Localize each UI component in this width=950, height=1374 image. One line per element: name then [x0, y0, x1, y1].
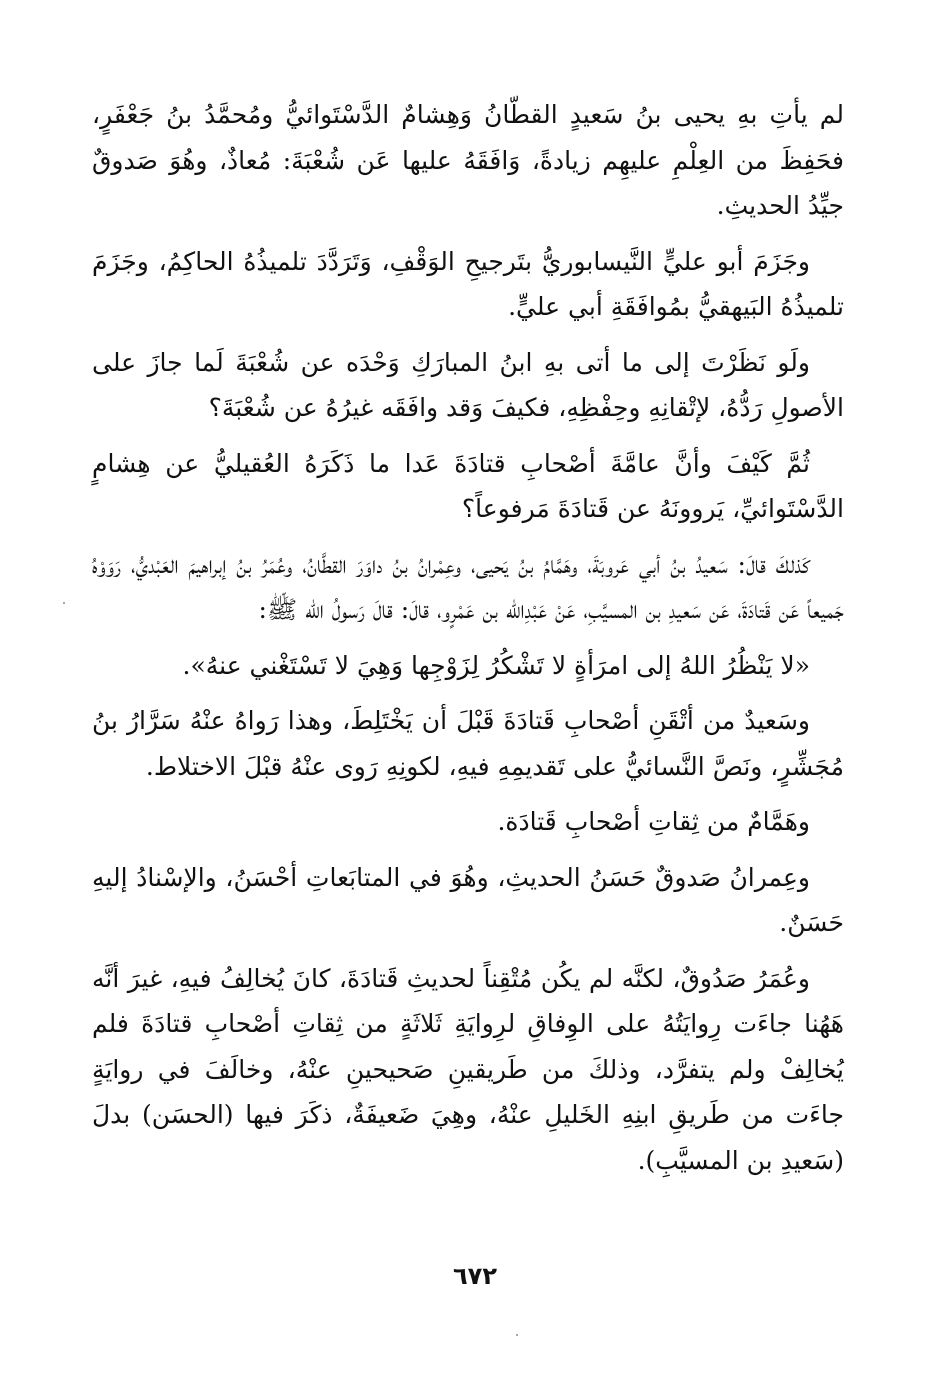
- page-body: [92, 92, 844, 1193]
- scan-speck: [63, 602, 65, 604]
- hadith-quote: «لا يَنْظُرُ اللهُ إلى امرَأةٍ لا تَشْكُرُ لِزَوْجِها وَهِيَ لا تَسْتَغْني عنهُ».: [182, 650, 810, 680]
- page-number: ٦٧٢: [453, 1262, 497, 1290]
- paragraph-2: وجَزَمَ أبو عليٍّ النَّيسابوريُّ بتَرجيحِ الوَقْفِ، وَتَرَدَّدَ تلميذُهُ الحاكِمُ، وجَزَمَ تلميذُهُ البَيهقيُّ بمُوافَقَةِ أبي عليٍّ.: [92, 246, 844, 321]
- paragraph-1: لم يأتِ بهِ يحيى بنُ سَعيدٍ القطّانُ وَهِشامٌ الدَّسْتَوائيُّ ومُحمَّدُ بنُ جَعْفَرٍ، فحَفِظَ من العِلْمِ عليهِم زيادةً، وَافَقَهُ عليها عَن شُعْبَةَ: مُعاذٌ، وهُوَ صَدوقٌ جيِّدُ الحديثِ.: [92, 100, 844, 220]
- paragraph-7: وسَعيدٌ من أتْقَنِ أصْحابِ قَتادَةَ قَبْلَ أن يَخْتَلِطَ، وهذا رَواهُ عنْهُ سَرَّارُ بنُ مُجَشِّرٍ، ونَصَّ النَّسائيُّ على تَقديمِهِ فيهِ، لكونِهِ رَوى عنْهُ قبْلَ الاختلاط.: [92, 706, 844, 781]
- paragraph-5: كَذلكَ قالَ: سَعيدُ بنُ أبي عَروبَةَ، وهَمَّامُ بنُ يَحيى، وعِمْرانُ بنُ داوَرَ القطَّانُ، وعُمَرُ بنُ إبراهيمَ العَبْديُّ، رَوَوْهُ جَميعاً عَن قَتادَةَ، عَن سَعيدِ بن المسيَّبِ، عَنْ عَبْدِالله بن عَمْرٍو، قالَ: قالَ رَسولُ الله ﷺ:: [92, 549, 844, 624]
- paragraph-8: وهَمَّامٌ من ثِقاتِ أصْحابِ قَتادَة.: [497, 807, 810, 836]
- scan-speck: [516, 1334, 518, 1336]
- paragraph-3: ولَو نَظَرْتَ إلى ما أتى بهِ ابنُ المبارَكِ وَحْدَه عن شُعْبَةَ لَما جازَ على الأصولِ رَدُّهُ، لإتْقانِهِ وحِفْظِهِ، فكيفَ وَقد وافَقَه غيرُهُ عن شُعْبَةَ؟: [92, 347, 844, 422]
- paragraph-4: ثُمَّ كَيْفَ وأنَّ عامَّةَ أصْحابِ قتادَةَ عَدا ما ذَكَرَهُ العُقيليُّ عن هِشامٍ الدَّسْتَوائيِّ، يَروونَهُ عن قَتادَةَ مَرفوعاً؟: [92, 448, 844, 523]
- paragraph-9: وعِمرانُ صَدوقٌ حَسَنُ الحديثِ، وهُوَ في المتابَعاتِ أحْسَنُ، والإسْنادُ إليهِ حَسَنٌ.: [92, 862, 844, 937]
- paragraph-10: وعُمَرُ صَدُوقٌ، لكنَّه لم يكُن مُتْقِناً لحديثِ قَتادَةَ، كانَ يُخالِفُ فيهِ، غيرَ أنَّه هَهُنا جاءَت رِوايَتُهُ على الوِفاقِ لرِوايَةِ ثَلاثَةٍ من ثِقاتِ أصْحابِ قتادَةَ فلم يُخالِفْ ولم يتفرَّد، وذلكَ من طَريقينِ صَحيحينِ عنْهُ، وخالَفَ في روايَةٍ جاءَت من طَريقِ ابنِهِ الخَليلِ عنْهُ، وهِيَ ضَعيفَةٌ، ذكَرَ فيها (الحسَن) بدلَ (سَعيدِ بن المسيَّبِ).: [92, 963, 844, 1175]
